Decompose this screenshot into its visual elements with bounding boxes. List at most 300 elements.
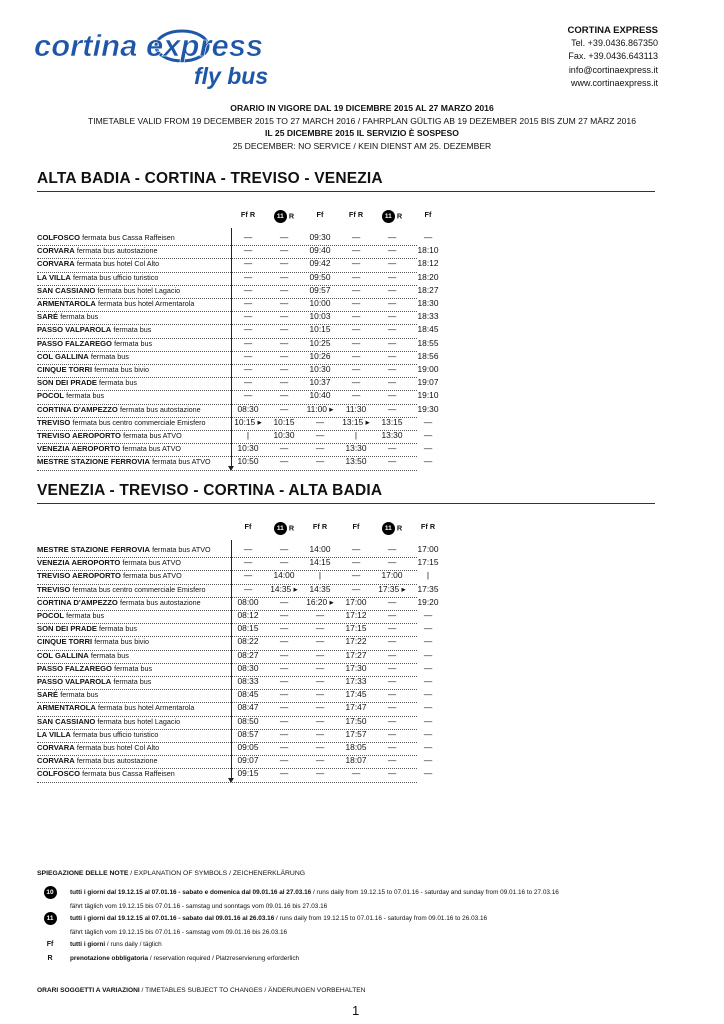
time-cell: 17:50 xyxy=(345,715,367,726)
time-cell: 08:45 xyxy=(237,689,259,700)
stop-town: CORVARA xyxy=(37,246,75,256)
time-cell: — xyxy=(279,284,289,295)
time-cell: — xyxy=(279,728,289,739)
time-cell: — xyxy=(423,702,433,713)
time-cell: — xyxy=(387,403,397,414)
stop-town: COL GALLINA xyxy=(37,351,89,361)
table-row xyxy=(37,350,439,365)
time-cell: — xyxy=(423,456,433,467)
stop-name xyxy=(37,246,158,255)
legend-text-translation: / runs daily from 19.12.15 to 07.01.16 - saturday and sunday from 09.01.16 to 27.03.16 xyxy=(311,889,559,896)
table-row xyxy=(37,728,433,743)
time-cell: — xyxy=(423,768,433,779)
stop-detail: fermata bus xyxy=(90,650,129,660)
time-cell: — xyxy=(243,544,253,554)
table-row xyxy=(37,662,433,677)
cortina-express-logo xyxy=(32,26,282,90)
legend-symbol xyxy=(43,886,57,899)
stop-detail: fermata bus ufficio turistico xyxy=(73,272,159,282)
table-row xyxy=(37,596,439,611)
stop-name xyxy=(37,365,149,374)
time-cell: — xyxy=(279,258,289,269)
time-cell: | xyxy=(354,430,358,440)
time-cell: 08:57 xyxy=(237,728,259,739)
stop-detail: fermata bus ATVO xyxy=(152,457,211,467)
time-cell: — xyxy=(351,271,361,282)
time-cell: — xyxy=(315,662,325,673)
time-cell: 09:50 xyxy=(309,271,331,282)
table-row xyxy=(37,702,433,716)
time-cell: 09:57 xyxy=(309,284,331,295)
stop-detail: fermata bus autostazione xyxy=(76,756,158,766)
time-cell: — xyxy=(423,755,433,766)
column-header xyxy=(266,522,302,535)
stop-name xyxy=(37,677,151,686)
stop-detail: fermata bus centro commerciale Emisfero xyxy=(72,584,206,594)
stop-town: LA VILLA xyxy=(37,272,71,282)
legend-text-translation: fährt täglich vom 19.12.15 bis 07.01.16 - samstag und sonntags vom 09.01.16 bis 27.03.16 xyxy=(70,903,328,910)
validity-line-en-de: TIMETABLE VALID FROM 19 DECEMBER 2015 TO 27 MARCH 2016 / FAHRPLAN GÜLTIG AB 19 DEZEMBER 2015 BIS ZUM 27 MÄRZ 2016 xyxy=(88,115,636,126)
time-cell: 08:15 xyxy=(237,623,259,634)
stop-town: COL GALLINA xyxy=(37,650,89,660)
time-cell: — xyxy=(279,390,289,401)
time-cell: — xyxy=(351,768,361,779)
time-cell: 17:12 xyxy=(345,610,367,620)
time-cell: — xyxy=(387,596,397,607)
legend-symbol xyxy=(43,941,57,948)
time-cell: 19:00 xyxy=(417,364,439,374)
time-cell: 17:15 xyxy=(417,557,439,568)
time-cell: 10:00 xyxy=(309,298,331,308)
time-cell: — xyxy=(243,337,253,348)
time-cell: — xyxy=(351,390,361,401)
stop-town: TREVISO AEROPORTO xyxy=(37,431,121,440)
stop-town: SARÉ xyxy=(37,690,59,700)
time-cell: — xyxy=(279,337,289,348)
time-cell: 10:30 xyxy=(309,364,331,374)
time-cell: — xyxy=(387,298,397,308)
time-cell: — xyxy=(279,311,289,322)
time-cell: 08:30 xyxy=(237,662,259,673)
time-cell: — xyxy=(387,715,397,726)
stop-detail: fermata bus xyxy=(113,677,152,686)
time-cell: — xyxy=(279,544,289,554)
time-cell: — xyxy=(279,377,289,388)
stop-detail: fermata bus xyxy=(66,391,105,401)
time-cell: — xyxy=(243,570,253,581)
column-header xyxy=(338,210,374,219)
table-row xyxy=(37,649,433,664)
time-cell: — xyxy=(315,755,325,766)
time-cell: 18:05 xyxy=(345,742,367,752)
website-link[interactable]: www.cortinaexpress.it xyxy=(570,77,658,88)
time-cell: — xyxy=(243,245,253,256)
time-cell: 10:25 xyxy=(309,337,331,348)
stop-town: POCOL xyxy=(37,611,65,620)
column-header xyxy=(410,210,446,219)
column-header-label: Ff xyxy=(424,210,432,219)
time-cell: 17:30 xyxy=(345,662,367,673)
stop-name xyxy=(37,651,129,660)
time-cell: — xyxy=(243,271,253,282)
stop-detail: fermata bus ATVO xyxy=(123,431,182,440)
time-cell: 18:45 xyxy=(417,324,439,335)
time-cell: — xyxy=(387,284,397,295)
validity-line-it: ORARIO IN VIGORE DAL 19 DICEMBRE 2015 AL 27 MARZO 2016 xyxy=(230,103,494,113)
time-cell: 08:12 xyxy=(237,610,259,620)
time-cell: — xyxy=(243,377,253,388)
time-cell: 18:33 xyxy=(417,311,439,322)
stop-town: CINQUE TORRI xyxy=(37,365,93,374)
stop-name xyxy=(37,624,137,633)
time-cell: — xyxy=(423,430,433,440)
stop-name xyxy=(37,690,98,699)
time-cell: — xyxy=(387,544,397,554)
table-row xyxy=(37,610,433,624)
service-badge: 10 xyxy=(44,886,57,899)
column-header-label: R xyxy=(396,211,403,221)
column-header-label: R xyxy=(288,523,295,533)
table-row xyxy=(37,443,433,457)
time-cell: 09:15 xyxy=(237,768,259,779)
legend-text xyxy=(70,903,327,910)
stop-name xyxy=(37,598,201,607)
time-cell: — xyxy=(387,311,397,322)
time-cell: 17:15 xyxy=(345,623,367,634)
time-cell: — xyxy=(279,245,289,256)
time-cell: 19:30 xyxy=(417,403,439,414)
stop-detail: fermata bus hotel Col Alto xyxy=(76,743,160,752)
stop-name xyxy=(37,233,175,242)
column-header xyxy=(302,522,338,531)
time-cell: — xyxy=(387,742,397,752)
stop-town: COLFOSCO xyxy=(37,233,81,242)
time-cell: — xyxy=(315,742,325,752)
time-cell: — xyxy=(351,337,361,348)
time-cell: — xyxy=(423,689,433,700)
stop-town: COLFOSCO xyxy=(37,769,81,779)
phone: Tel. +39.0436.867350 xyxy=(571,38,658,49)
stop-town: SON DEI PRADE xyxy=(37,378,97,388)
stop-detail: fermata bus hotel Lagacio xyxy=(97,285,181,295)
svg-text:fly bus: fly bus xyxy=(194,63,269,89)
table-row xyxy=(37,377,439,391)
table-row xyxy=(37,636,433,650)
column-header-label: Ff xyxy=(316,210,324,219)
stop-detail: fermata bus xyxy=(60,690,99,700)
time-cell: — xyxy=(423,443,433,454)
column-header xyxy=(230,210,266,219)
stop-town: ARMENTAROLA xyxy=(37,299,96,308)
service-badge: 11 xyxy=(274,210,287,223)
stop-name xyxy=(37,431,182,440)
time-cell: — xyxy=(351,377,361,388)
legend-text-translation: fährt täglich vom 19.12.15 bis 07.01.16 - samstag vom 09.01.16 bis 26.03.16 xyxy=(70,929,288,936)
time-cell: 10:26 xyxy=(309,350,331,361)
stop-town: POCOL xyxy=(37,391,65,401)
column-header-label: Ff R xyxy=(348,210,364,219)
time-cell: 17:00 xyxy=(381,570,403,581)
legend-symbol-text: R xyxy=(47,955,53,962)
stop-name xyxy=(37,286,180,295)
stop-detail: fermata bus centro commerciale Emisfero xyxy=(72,417,206,427)
time-cell: — xyxy=(423,715,433,726)
table-row xyxy=(37,583,439,598)
time-cell: — xyxy=(351,311,361,322)
service-badge: 11 xyxy=(44,912,57,925)
stop-name xyxy=(37,545,211,554)
legend-text xyxy=(70,929,287,936)
time-cell: 13:30 xyxy=(345,443,367,454)
table-row xyxy=(37,416,433,431)
stop-name xyxy=(37,558,181,567)
time-cell: — xyxy=(423,623,433,634)
time-cell: — xyxy=(387,258,397,269)
time-cell: — xyxy=(315,416,325,427)
time-cell: — xyxy=(351,583,361,594)
column-header xyxy=(230,522,266,531)
stop-detail: fermata bus ATVO xyxy=(122,558,181,568)
time-cell: 19:07 xyxy=(417,377,439,388)
time-cell: 08:22 xyxy=(237,636,259,647)
stop-detail: fermata bus Cassa Raffeisen xyxy=(82,233,175,242)
time-cell: — xyxy=(243,390,253,401)
stop-detail: fermata bus autostazione xyxy=(76,246,158,256)
time-cell: — xyxy=(315,430,325,440)
stop-detail: fermata bus ATVO xyxy=(122,444,181,454)
stop-town: MESTRE STAZIONE FERROVIA xyxy=(37,457,150,467)
stop-name xyxy=(37,378,137,387)
column-header-label: Ff xyxy=(352,522,360,531)
time-cell: 19:20 xyxy=(417,596,439,607)
stop-name xyxy=(37,444,181,453)
time-cell: 17:33 xyxy=(345,676,367,686)
table-row xyxy=(37,715,433,730)
time-cell: — xyxy=(423,728,433,739)
stop-town: PASSO FALZAREGO xyxy=(37,663,112,673)
table-row xyxy=(37,430,433,444)
time-cell: 18:27 xyxy=(417,284,439,295)
page-number: 1 xyxy=(352,1003,360,1018)
time-cell: 17:22 xyxy=(345,636,367,647)
time-cell: 17:00 xyxy=(417,544,439,554)
time-cell: — xyxy=(351,298,361,308)
table-row xyxy=(37,284,439,299)
time-cell: — xyxy=(279,768,289,779)
column-header xyxy=(410,522,446,531)
stop-town: PASSO FALZAREGO xyxy=(37,338,112,348)
column-header-label: R xyxy=(288,211,295,221)
time-cell: 13:15 xyxy=(381,416,403,427)
time-cell: 18:30 xyxy=(417,298,439,308)
time-cell: — xyxy=(351,232,361,242)
stop-name xyxy=(37,611,104,620)
time-cell: — xyxy=(279,689,289,700)
fax: Fax. +39.0436.643113 xyxy=(568,51,658,62)
legend-text xyxy=(70,915,487,922)
time-cell: — xyxy=(315,676,325,686)
footer-disclaimer: ORARI SOGGETTI A VARIAZIONI / TIMETABLES SUBJECT TO CHANGES / ÄNDERUNGEN VORBEHALTEN xyxy=(37,987,366,994)
time-cell: — xyxy=(279,742,289,752)
legend-text-translation: / runs daily from 19.12.15 to 07.01.16 - saturday from 09.01.16 to 26.03.16 xyxy=(274,915,488,922)
time-cell: — xyxy=(243,364,253,374)
table-row xyxy=(37,271,439,286)
time-cell: — xyxy=(387,443,397,454)
email-link[interactable]: info@cortinaexpress.it xyxy=(568,64,658,75)
table-row xyxy=(37,544,439,558)
stop-town: VENEZIA AEROPORTO xyxy=(37,444,121,454)
legend-text xyxy=(70,955,299,962)
column-header-label: Ff R xyxy=(240,210,256,219)
time-cell: — xyxy=(315,610,325,620)
time-cell: — xyxy=(279,298,289,308)
table-row xyxy=(37,623,433,637)
stop-town: SON DEI PRADE xyxy=(37,624,97,634)
time-cell: — xyxy=(243,232,253,242)
stop-name xyxy=(37,312,98,321)
time-cell: — xyxy=(315,649,325,660)
stop-detail: fermata bus xyxy=(60,312,99,322)
stop-town: ARMENTAROLA xyxy=(37,703,96,713)
time-cell: — xyxy=(387,676,397,686)
stop-name xyxy=(37,457,211,466)
time-cell: 18:10 xyxy=(417,245,439,256)
stop-name xyxy=(37,273,158,282)
time-cell: 10:03 xyxy=(309,311,331,322)
stop-name xyxy=(37,585,205,594)
time-cell: — xyxy=(315,443,325,454)
time-cell: — xyxy=(279,443,289,454)
time-cell: 10:30 xyxy=(273,430,295,440)
stop-detail: fermata bus hotel Armentarola xyxy=(98,299,195,308)
time-cell: — xyxy=(351,324,361,335)
time-cell: 17:57 xyxy=(345,728,367,739)
stop-detail: fermata bus hotel Lagacio xyxy=(97,716,181,726)
stop-name xyxy=(37,325,151,334)
column-header xyxy=(338,522,374,531)
stop-town: CORTINA D'AMPEZZO xyxy=(37,404,118,414)
stop-town: PASSO VALPAROLA xyxy=(37,677,112,686)
time-cell: 10:40 xyxy=(309,390,331,401)
stop-detail: fermata bus xyxy=(66,611,105,620)
time-cell: 08:33 xyxy=(237,676,259,686)
time-cell: — xyxy=(387,364,397,374)
time-cell: 10:15 ▸ xyxy=(234,416,262,427)
time-cell: — xyxy=(387,702,397,713)
time-cell: — xyxy=(279,596,289,607)
time-cell: — xyxy=(387,557,397,568)
stop-town: MESTRE STAZIONE FERROVIA xyxy=(37,545,150,554)
time-cell: — xyxy=(315,456,325,467)
legend-text-it: prenotazione obbligatoria xyxy=(70,955,149,962)
time-cell: — xyxy=(387,623,397,634)
time-cell: 17:35 ▸ xyxy=(378,583,406,594)
time-cell: — xyxy=(243,284,253,295)
stop-town: PASSO VALPAROLA xyxy=(37,325,112,335)
stop-name xyxy=(37,418,205,427)
column-header xyxy=(374,210,410,223)
time-cell: — xyxy=(387,337,397,348)
time-cell: 08:27 xyxy=(237,649,259,660)
time-cell: 13:50 xyxy=(345,456,367,467)
stop-town: CORVARA xyxy=(37,756,75,766)
time-cell: — xyxy=(243,311,253,322)
time-cell: — xyxy=(315,636,325,647)
time-cell: — xyxy=(423,662,433,673)
time-cell: — xyxy=(279,456,289,467)
time-cell: — xyxy=(315,728,325,739)
stop-name xyxy=(37,299,194,308)
time-cell: — xyxy=(243,298,253,308)
stop-name xyxy=(37,339,152,348)
time-cell: 18:56 xyxy=(417,350,439,361)
stop-town: TREVISO AEROPORTO xyxy=(37,571,121,581)
column-header xyxy=(302,210,338,219)
stop-name xyxy=(37,391,104,400)
time-cell: 09:42 xyxy=(309,258,331,269)
stop-town: VENEZIA AEROPORTO xyxy=(37,558,121,568)
time-cell: — xyxy=(279,557,289,568)
stop-detail: fermata bus xyxy=(99,378,137,388)
time-cell: 18:07 xyxy=(345,755,367,766)
time-cell: — xyxy=(279,623,289,634)
time-cell: — xyxy=(315,702,325,713)
time-cell: — xyxy=(243,258,253,269)
table-row xyxy=(37,258,439,272)
svg-text:cortina express: cortina express xyxy=(34,28,264,63)
time-cell: 10:15 xyxy=(273,416,295,427)
legend-symbol xyxy=(43,912,57,925)
stop-detail: fermata bus xyxy=(99,624,137,634)
stop-detail: fermata bus autostazione xyxy=(119,404,201,414)
stop-detail: fermata bus Cassa Raffeisen xyxy=(82,769,175,779)
table-row xyxy=(37,324,439,338)
title-divider xyxy=(37,503,655,504)
table-row xyxy=(37,557,439,571)
stop-detail: fermata bus xyxy=(90,351,129,361)
stop-town: TREVISO xyxy=(37,584,71,594)
time-cell: — xyxy=(387,768,397,779)
time-cell: 14:35 ▸ xyxy=(270,583,298,594)
table-row xyxy=(37,403,439,418)
time-cell: — xyxy=(279,662,289,673)
time-cell: — xyxy=(279,403,289,414)
time-cell: 10:15 xyxy=(309,324,331,335)
time-cell: — xyxy=(423,742,433,752)
time-cell: — xyxy=(387,377,397,388)
column-header-label: Ff R xyxy=(420,522,436,531)
time-cell: — xyxy=(387,232,397,242)
stop-town: SAN CASSIANO xyxy=(37,716,96,726)
time-cell: 14:15 xyxy=(309,557,331,568)
time-cell: 19:10 xyxy=(417,390,439,401)
time-cell: 09:40 xyxy=(309,245,331,256)
time-cell: — xyxy=(387,350,397,361)
time-cell: 08:30 xyxy=(237,403,259,414)
stop-detail: fermata bus ATVO xyxy=(123,571,182,581)
stop-town: CORVARA xyxy=(37,259,75,269)
legend-text xyxy=(70,941,162,948)
table-row xyxy=(37,232,433,246)
time-cell: 09:07 xyxy=(237,755,259,766)
time-cell: — xyxy=(243,557,253,568)
time-cell: — xyxy=(279,271,289,282)
time-cell: — xyxy=(243,583,253,594)
time-cell: 16:20 ▸ xyxy=(306,596,334,607)
table-row xyxy=(37,298,439,312)
stop-detail: fermata bus xyxy=(114,663,153,673)
stop-detail: fermata bus hotel Col Alto xyxy=(76,259,160,269)
